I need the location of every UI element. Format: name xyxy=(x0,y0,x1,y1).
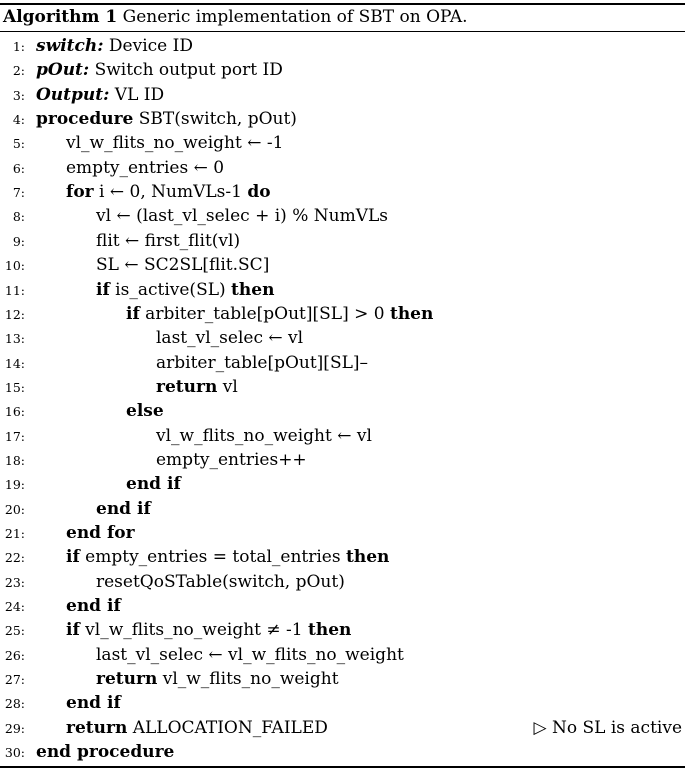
bottom-rule xyxy=(0,766,685,768)
code-text: empty_entries++ xyxy=(156,449,307,470)
line-code xyxy=(96,278,274,302)
code-text: i ← 0, NumVLs-1 xyxy=(93,182,248,203)
parameter-keyword: switch: xyxy=(36,36,104,56)
line-number: 10: xyxy=(4,258,25,274)
code-text: Device ID xyxy=(103,36,193,56)
line-code xyxy=(96,570,345,594)
code-text: vl_w_flits_no_weight ← -1 xyxy=(66,133,284,154)
line-comment: ▷ No SL is active xyxy=(533,717,682,738)
keyword: end for xyxy=(66,523,135,543)
algorithm-line xyxy=(0,691,685,715)
code-text: Switch output port ID xyxy=(89,60,283,81)
line-number: 1: xyxy=(12,39,25,54)
keyword: if xyxy=(66,547,80,568)
algorithm-line xyxy=(0,545,685,569)
line-code xyxy=(96,253,269,277)
line-number: 26: xyxy=(4,647,25,663)
line-code xyxy=(156,424,372,448)
algorithm-line xyxy=(0,472,685,496)
line-number: 25: xyxy=(4,623,25,639)
line-code xyxy=(66,521,135,545)
algorithm-line xyxy=(0,131,685,155)
code-text: is_active(SL) xyxy=(109,279,232,300)
line-number: 15: xyxy=(4,379,25,395)
keyword: end if xyxy=(66,693,121,714)
keyword: else xyxy=(126,401,164,422)
code-text: vl_w_flits_no_weight ≠ -1 xyxy=(79,620,309,641)
line-code xyxy=(96,643,404,667)
code-text: SBT(switch, pOut) xyxy=(133,109,297,130)
code-text: ALLOCATION_FAILED xyxy=(127,717,328,738)
algorithm-line xyxy=(0,58,685,82)
caption-text: Generic implementation of SBT on OPA. xyxy=(122,7,468,27)
keyword: then xyxy=(231,279,275,300)
algorithm-line xyxy=(0,740,685,764)
parameter-keyword: pOut: xyxy=(36,60,90,81)
keyword: return xyxy=(156,376,218,397)
line-code xyxy=(126,472,181,496)
keyword: if xyxy=(66,620,80,641)
algorithm-line xyxy=(0,107,685,131)
line-code xyxy=(36,107,297,131)
algorithm-line xyxy=(0,497,685,521)
algorithm-line xyxy=(0,302,685,326)
code-text: resetQoSTable(switch, pOut) xyxy=(96,571,345,592)
code-text: vl ← (last_vl_selec + i) % NumVLs xyxy=(96,206,389,227)
keyword: for xyxy=(66,182,94,203)
keyword: if xyxy=(96,279,110,300)
code-text: empty_entries ← 0 xyxy=(66,157,225,178)
keyword: then xyxy=(346,547,390,568)
line-code xyxy=(66,180,271,204)
caption-label: Algorithm 1 xyxy=(3,7,118,27)
line-code xyxy=(126,302,433,326)
line-code xyxy=(96,497,151,521)
line-code xyxy=(66,618,351,642)
algorithm-line xyxy=(0,180,685,204)
keyword: procedure xyxy=(36,109,134,130)
line-number: 7: xyxy=(12,185,25,201)
line-number: 5: xyxy=(12,136,25,152)
line-number: 8: xyxy=(12,209,25,225)
line-number: 27: xyxy=(4,672,25,688)
keyword: then xyxy=(308,620,352,641)
algorithm-line xyxy=(0,594,685,618)
line-code xyxy=(36,83,164,107)
line-code xyxy=(96,229,240,253)
line-number: 18: xyxy=(4,452,25,468)
line-number: 12: xyxy=(4,306,25,322)
line-code xyxy=(156,448,307,472)
line-code xyxy=(156,326,303,350)
line-code xyxy=(96,667,339,691)
algorithm-line xyxy=(0,521,685,545)
code-text: last_vl_selec ← vl_w_flits_no_weight xyxy=(96,644,404,665)
keyword: end if xyxy=(66,596,121,617)
algorithm-caption xyxy=(3,6,468,28)
code-text: last_vl_selec ← vl xyxy=(156,328,304,349)
code-text: vl xyxy=(217,376,238,397)
algorithm-line xyxy=(0,229,685,253)
line-number: 21: xyxy=(4,526,25,541)
algorithm-line xyxy=(0,643,685,667)
line-number: 14: xyxy=(4,355,25,371)
algorithm-line xyxy=(0,667,685,691)
algorithm-line xyxy=(0,156,685,180)
line-code xyxy=(66,131,283,155)
keyword: then xyxy=(389,303,434,324)
line-code xyxy=(66,716,328,740)
line-number: 17: xyxy=(4,428,25,444)
parameter-keyword: Output: xyxy=(36,84,110,105)
line-number: 9: xyxy=(12,233,25,249)
line-number: 29: xyxy=(4,720,25,736)
algorithm-line xyxy=(0,83,685,107)
line-code xyxy=(66,594,121,618)
code-text: flit ← first_flit(vl) xyxy=(96,230,241,251)
line-code xyxy=(156,351,368,375)
line-number: 19: xyxy=(4,477,25,493)
line-code xyxy=(36,58,283,82)
line-code xyxy=(66,691,121,715)
line-code xyxy=(126,399,164,423)
line-number: 11: xyxy=(4,282,25,298)
algorithm-line xyxy=(0,424,685,448)
code-text: arbiter_table[pOut][SL] > 0 xyxy=(139,303,390,324)
line-number: 13: xyxy=(4,331,25,347)
keyword: end if xyxy=(126,474,181,495)
caption-rule xyxy=(0,31,685,32)
keyword: return xyxy=(96,669,158,690)
algorithm-line xyxy=(0,34,685,58)
algorithm-line xyxy=(0,448,685,472)
code-text: empty_entries = total_entries xyxy=(79,547,346,568)
line-code xyxy=(36,34,193,58)
keyword: if xyxy=(126,303,140,324)
line-number: 23: xyxy=(4,574,25,590)
line-number: 6: xyxy=(12,160,25,176)
line-code xyxy=(36,740,174,764)
line-number: 30: xyxy=(4,745,25,761)
code-text: VL ID xyxy=(109,84,165,105)
algorithm-line xyxy=(0,278,685,302)
keyword: end if xyxy=(96,498,151,519)
code-text: vl_w_flits_no_weight xyxy=(157,669,339,690)
algorithm-line xyxy=(0,716,685,740)
line-number: 2: xyxy=(12,63,25,79)
keyword: end procedure xyxy=(36,742,175,763)
line-number: 22: xyxy=(4,550,25,566)
line-number: 20: xyxy=(4,501,25,517)
line-number: 28: xyxy=(4,696,25,712)
line-number: 16: xyxy=(4,404,25,420)
line-code xyxy=(66,545,389,569)
code-text: SL ← SC2SL[flit.SC] xyxy=(96,255,270,276)
algorithm-line xyxy=(0,253,685,277)
algorithm-line xyxy=(0,375,685,399)
line-number: 24: xyxy=(4,599,25,615)
line-code xyxy=(96,204,388,228)
line-code xyxy=(156,375,238,399)
algorithm-line xyxy=(0,326,685,350)
keyword: return xyxy=(66,717,128,738)
algorithm-line xyxy=(0,618,685,642)
line-code xyxy=(66,156,224,180)
algorithm-line xyxy=(0,570,685,594)
keyword: do xyxy=(247,182,271,203)
top-rule xyxy=(0,3,685,5)
algorithm-line xyxy=(0,399,685,423)
code-text: arbiter_table[pOut][SL]– xyxy=(156,352,369,373)
line-number: 3: xyxy=(12,87,25,103)
code-text: vl_w_flits_no_weight ← vl xyxy=(156,425,372,446)
line-number: 4: xyxy=(12,112,25,128)
algorithm-line xyxy=(0,204,685,228)
algorithm-line xyxy=(0,351,685,375)
